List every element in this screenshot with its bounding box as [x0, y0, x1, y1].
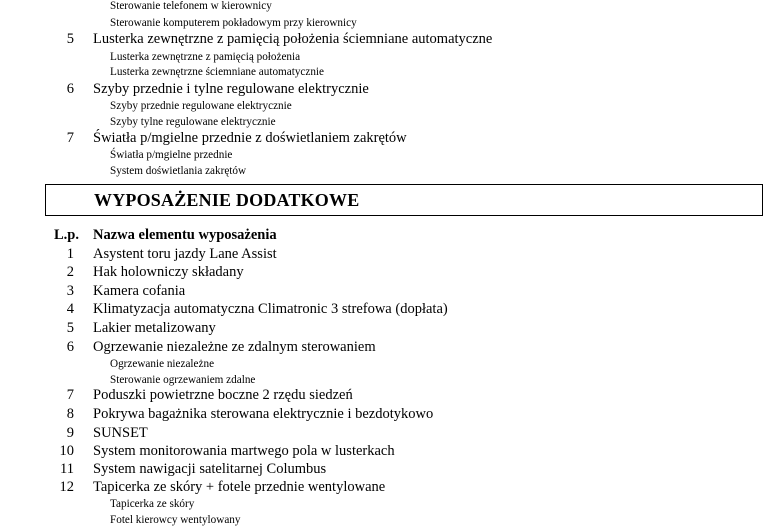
list-subitem: Lusterka zewnętrzne z pamięcią położenia [110, 51, 301, 63]
list-subitem: Szyby przednie regulowane elektrycznie [110, 100, 292, 112]
list-subitem: Lusterka zewnętrzne ściemniane automatycznie [110, 66, 325, 78]
list-subitem: Światła p/mgielne przednie [110, 149, 233, 161]
item-name: Światła p/mgielne przednie z doświetlaniem zakrętów [93, 130, 407, 146]
list-subitem: Sterowanie telefonem w kierownicy [110, 0, 272, 12]
item-number: 2 [66, 264, 74, 280]
item-number: 10 [59, 443, 74, 459]
list-subitem: System doświetlania zakrętów [110, 165, 247, 177]
item-number: 3 [66, 283, 74, 299]
column-header-lp: L.p. [54, 227, 79, 243]
item-name: System nawigacji satelitarnej Columbus [93, 461, 327, 477]
item-name: Szyby przednie i tylne regulowane elektrycznie [93, 81, 369, 97]
item-number: 1 [66, 246, 74, 262]
item-name: Hak holowniczy składany [93, 264, 244, 280]
item-name: Asystent toru jazdy Lane Assist [93, 246, 277, 262]
section-header-box [45, 184, 763, 216]
item-name: Tapicerka ze skóry + fotele przednie wentylowane [93, 479, 386, 495]
item-name: System monitorowania martwego pola w lusterkach [93, 443, 395, 459]
item-name: Ogrzewanie niezależne ze zdalnym sterowaniem [93, 339, 376, 355]
item-name: Lusterka zewnętrzne z pamięcią położenia ściemniane automatyczne [93, 31, 493, 47]
item-name: SUNSET [93, 425, 148, 441]
item-number: 8 [66, 406, 74, 422]
item-name: Poduszki powietrzne boczne 2 rzędu siedzeń [93, 387, 353, 403]
list-subitem: Ogrzewanie niezależne [110, 358, 215, 370]
item-number: 11 [60, 461, 74, 477]
list-subitem: Sterowanie komputerem pokładowym przy kierownicy [110, 17, 357, 29]
item-number: 5 [66, 320, 74, 336]
item-number: 12 [59, 479, 74, 495]
item-name: Lakier metalizowany [93, 320, 216, 336]
list-subitem: Szyby tylne regulowane elektrycznie [110, 116, 276, 128]
item-number: 7 [66, 130, 74, 146]
item-number: 4 [66, 301, 74, 317]
item-number: 9 [66, 425, 74, 441]
item-number: 6 [66, 81, 74, 97]
list-subitem: Fotel kierowcy wentylowany [110, 514, 241, 526]
column-header-name: Nazwa elementu wyposażenia [93, 227, 277, 243]
item-number: 7 [66, 387, 74, 403]
item-number: 6 [66, 339, 74, 355]
item-name: Klimatyzacja automatyczna Climatronic 3 strefowa (dopłata) [93, 301, 448, 317]
item-name: Pokrywa bagażnika sterowana elektrycznie i bezdotykowo [93, 406, 434, 422]
item-name: Kamera cofania [93, 283, 186, 299]
list-subitem: Tapicerka ze skóry [110, 498, 195, 510]
item-number: 5 [66, 31, 74, 47]
section-title: WYPOSAŻENIE DODATKOWE [94, 190, 360, 210]
list-subitem: Sterowanie ogrzewaniem zdalne [110, 374, 256, 386]
